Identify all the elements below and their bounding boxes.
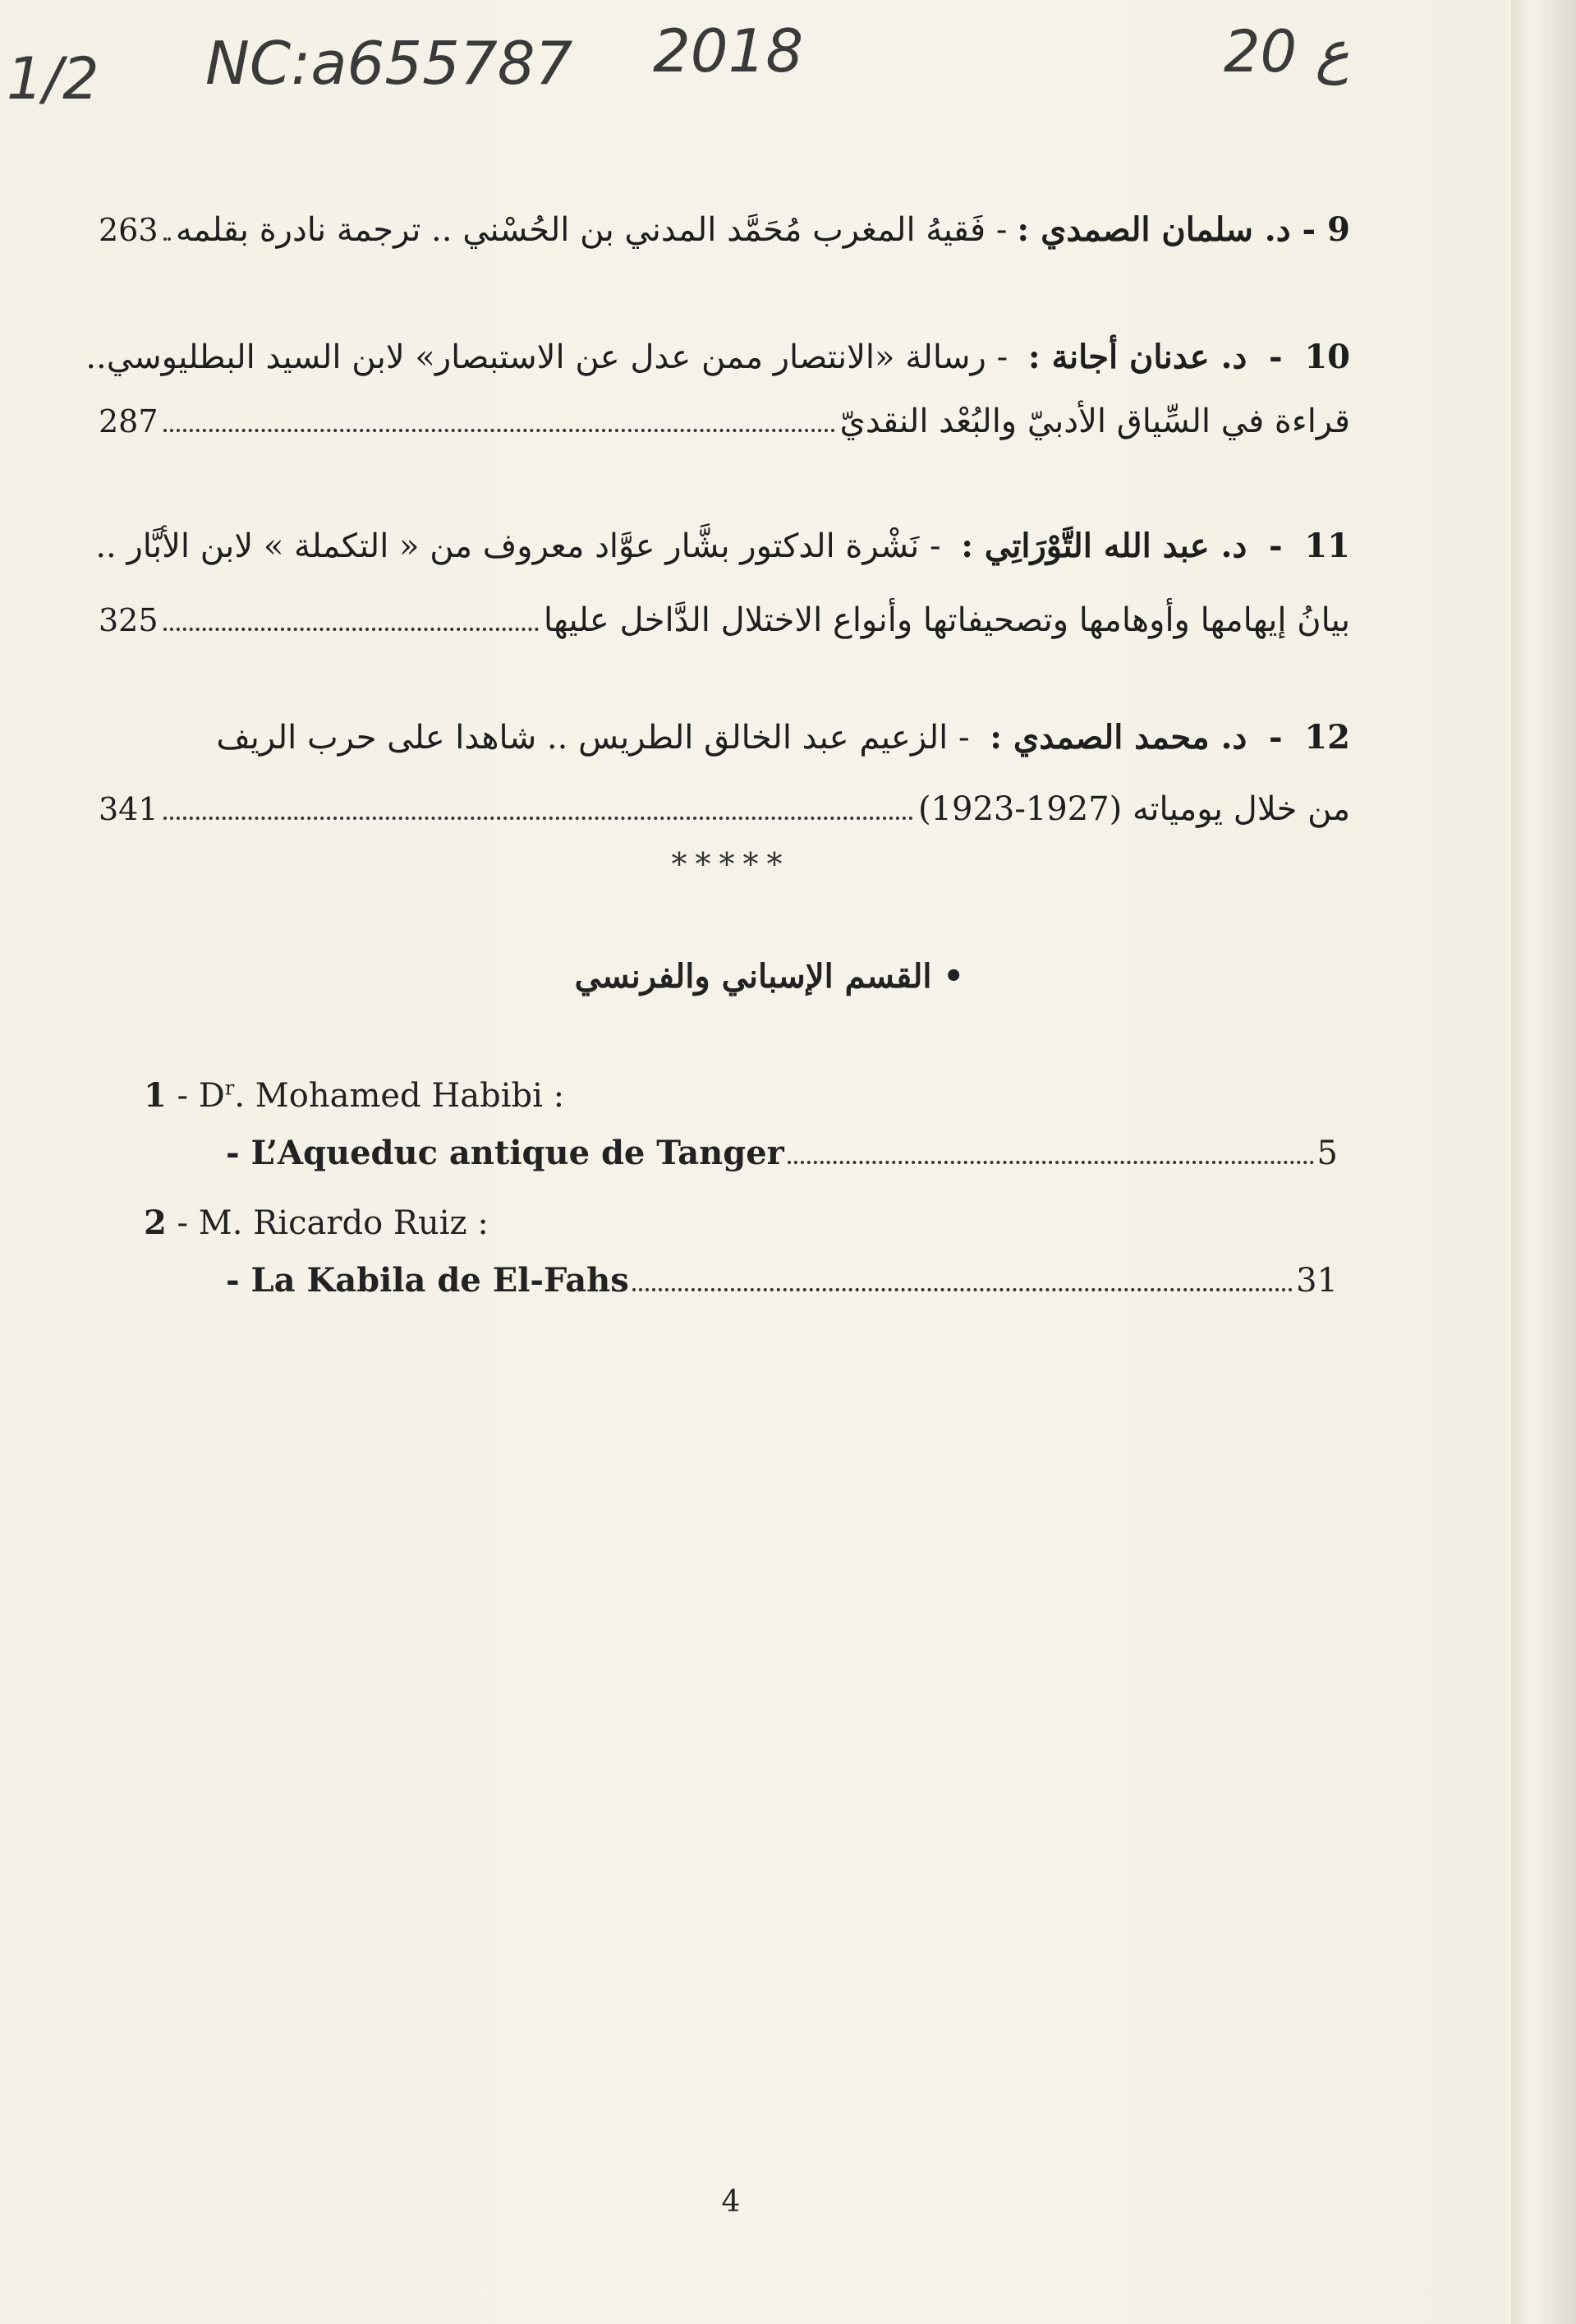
toc-entry-9: 9 - د. سلمان الصمدي : - فَقيهُ المغرب مُحَمَّد المدني بن الحُسْني .. ترجمة نادرة بقلمه 263 <box>99 210 1350 249</box>
dot-leader <box>788 1160 1314 1164</box>
toc-entry-11-line2 <box>99 600 1350 641</box>
dot-leader <box>163 816 913 820</box>
toc-entry-12-line2 <box>99 789 1350 830</box>
dot-leader <box>163 428 835 432</box>
toc-entry-12-number: 12 <box>1304 718 1350 757</box>
toc-entry-11-line1: 11 - د. عبد الله التَّوْرَاتِي : - نَشْرة الدكتور بشَّار عوَّاد معروف من « التكملة » لابن الأبَّار .. <box>95 527 1350 565</box>
fr-entry-1-title-row <box>226 1134 1338 1174</box>
toc-entry-10-line1: 10 - د. عدنان أجانة : - رسالة «الانتصار ممن عدل عن الاستبصار» لابن السيد البطليوسي.. <box>85 338 1350 376</box>
toc-entry-9-author: د. سلمان الصمدي : <box>1017 210 1291 249</box>
toc-entry-12-subtitle: من خلال يومياته (1927-1923) <box>917 790 1350 828</box>
section-title: • القسم الإسباني والفرنسي <box>574 957 964 996</box>
handwritten-code: ع 20 <box>1224 18 1350 85</box>
toc-entry-9-number: 9 <box>1327 210 1350 249</box>
toc-entry-10-line2 <box>99 401 1350 442</box>
toc-entry-9-page: 263 <box>99 212 159 248</box>
fr-entry-2-author: 2 - M. Ricardo Ruiz : <box>144 1203 489 1242</box>
handwritten-catalog-number: NC:a655787 <box>205 29 573 98</box>
dot-leader <box>163 237 171 241</box>
page-edge <box>1511 0 1576 2324</box>
toc-entry-10-author: د. عدنان أجانة : <box>1027 338 1247 376</box>
toc-entry-10-subtitle: قراءة في السِّياق الأدبيّ والبُعْد النقديّ <box>839 403 1350 440</box>
toc-entry-12-author: د. محمد الصمدي : <box>990 718 1247 757</box>
fr-entry-1-title: - L’Aqueduc antique de Tanger <box>226 1134 784 1172</box>
toc-entry-12-line1: 12 - د. محمد الصمدي : - الزعيم عبد الخالق الطريس .. شاهدا على حرب الريف <box>216 718 1350 757</box>
toc-entry-10-number: 10 <box>1304 338 1350 376</box>
toc-entry-11-subtitle: بيانُ إيهامها وأوهامها وتصحيفاتها وأنواع الاختلال الدَّاخل عليها <box>543 601 1350 639</box>
dot-leader <box>632 1287 1293 1291</box>
fr-entry-2-title: - La Kabila de El-Fahs <box>226 1261 629 1300</box>
handwritten-left-mark: 1/2 <box>7 45 99 113</box>
fr-entry-1-page: 5 <box>1316 1134 1338 1172</box>
fr-entry-2-page: 31 <box>1296 1262 1338 1300</box>
dot-leader <box>163 627 539 631</box>
toc-entry-11-number: 11 <box>1304 527 1350 565</box>
toc-entry-10-page: 287 <box>99 403 159 439</box>
toc-entry-11-title: - نَشْرة الدكتور بشَّار عوَّاد معروف من « التكملة » لابن الأبَّار .. <box>95 527 941 565</box>
page-number: 4 <box>721 2185 741 2219</box>
fr-entry-2-title-row <box>226 1261 1338 1301</box>
toc-entry-11-page: 325 <box>99 602 159 638</box>
toc-entry-11-author: د. عبد الله التَّوْرَاتِي : <box>961 527 1247 565</box>
toc-entry-12-title: - الزعيم عبد الخالق الطريس .. شاهدا على حرب الريف <box>216 719 970 757</box>
toc-entry-10-title: - رسالة «الانتصار ممن عدل عن الاستبصار» لابن السيد البطليوسي.. <box>85 338 1009 376</box>
handwritten-year: 2018 <box>653 16 804 85</box>
fr-entry-1-author: $1 - D^r$. Mohamed Habibi : <box>144 1076 565 1115</box>
toc-entry-9-title: - فَقيهُ المغرب مُحَمَّد المدني بن الحُسْني .. ترجمة نادرة بقلمه <box>175 211 1008 249</box>
toc-entry-12-page: 341 <box>99 791 159 827</box>
separator-stars: ***** <box>671 846 791 882</box>
